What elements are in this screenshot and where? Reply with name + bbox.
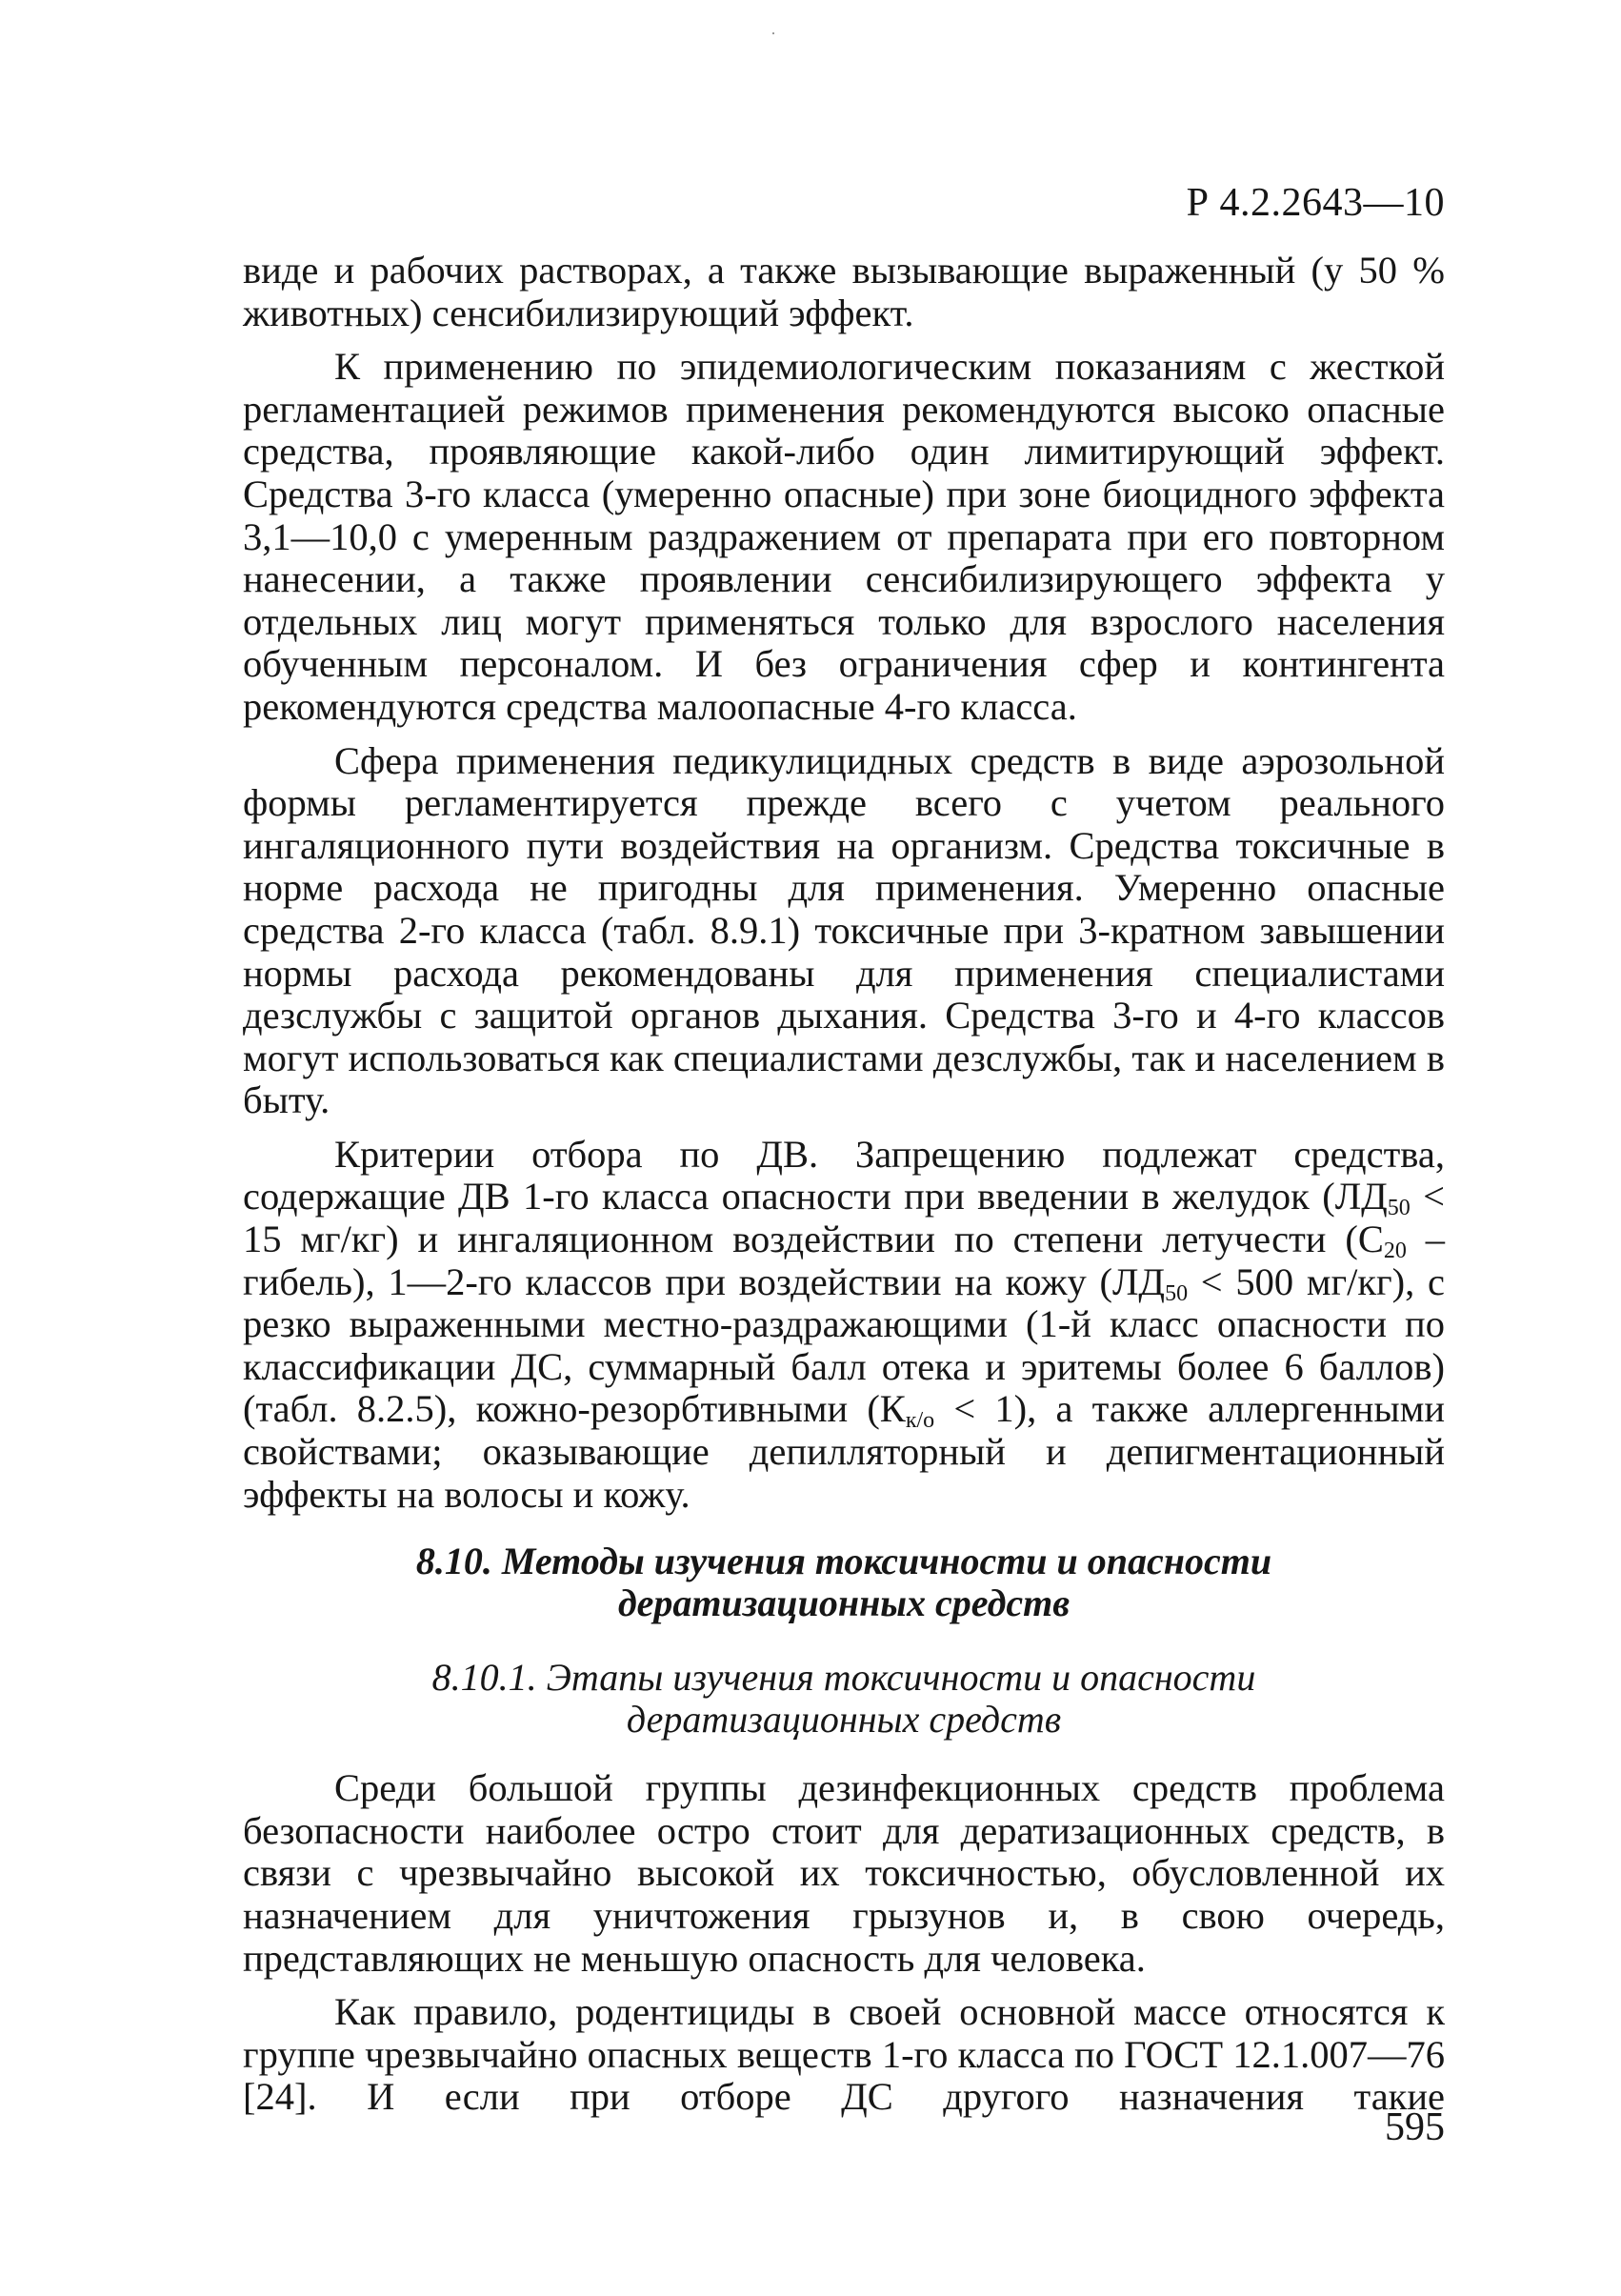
section-heading-8-10-line-2: дератизационных средств: [617, 1581, 1071, 1625]
subsection-heading-line-2: дератизационных средств: [626, 1698, 1062, 1742]
page-number: 595: [1385, 2105, 1445, 2149]
ld50-skin-subscript: 50: [1165, 1280, 1189, 1306]
paragraph-2: К применению по эпидемиологическим показаниям с жесткой регламентацией режимов применения рекомендуются высоко опасные средства, проявляющие какой-либо один лимитирующий эффект. Средства 3-го класса (умеренно опасные) при зоне биоцидного эффекта 3,1—10,0 с умеренным раздражением от препарата при его повторном нанесении, а также проявлении сенсибилизирующего эффекта у отдельных лиц могут применяться только для взрослого населения обученным персоналом. И без ограничения сфер и контингента рекомендуются средства малоопасные 4-го класса.: [243, 345, 1445, 728]
subsection-heading-8-10-1: [243, 1657, 1445, 1741]
paragraph-4: [243, 1134, 1445, 1516]
section-heading-8-10-line-1: 8.10. Методы изучения токсичности и опасности: [415, 1540, 1272, 1583]
paragraph-3: Сфера применения педикулицидных средств в виде аэрозольной формы регламентируется прежде всего с учетом реального ингаляционного пути воздействия на организм. Средства токсичные в норме расхода не пригодны для применения. Умеренно опасные средства 2-го класса (табл. 8.9.1) токсичные при 3-кратном завышении нормы расхода рекомендованы для применения специалистами дезслужбы с защитой органов дыхания. Средства 3-го и 4-го классов могут использоваться как специалистами дезслужбы, так и населением в быту.: [243, 738, 1445, 1122]
document-number: Р 4.2.2643—10: [1186, 181, 1445, 225]
c20-subscript: 20: [1383, 1239, 1407, 1264]
document-page: [243, 0, 1445, 2296]
paragraph-5: Среди большой группы дезинфекционных средств проблема безопасности наиболее остро стоит для дератизационных средств, в связи с чрезвычайно высокой их токсичностью, обусловленной их назначением для уничтожения грызунов и, в свою очередь, представляющих не меньшую опасность для человека.: [243, 1766, 1445, 1980]
paragraph-6: Как правило, родентициды в своей основной массе относятся к группе чрезвычайно опасных веществ 1-го класса по ГОСТ 12.1.007—76 [24]. И если при отборе ДС другого назначения такие: [243, 1990, 1445, 2119]
subsection-heading-line-1: 8.10.1. Этапы изучения токсичности и опасности: [431, 1656, 1256, 1700]
paragraph-4-part-e: < 1), а также аллергенными свойствами; оказывающие депилляторный и депигментационный эффекты на волосы и кожу.: [243, 1387, 1445, 1516]
paragraph-4-part-c: – гибель), 1—2-го классов при воздействии на кожу (ЛД: [243, 1218, 1445, 1303]
paragraph-1: виде и рабочих растворах, а также вызывающие выраженный (у 50 % животных) сенсибилизирующий эффект.: [243, 249, 1445, 334]
paragraph-4-part-b: < 15 мг/кг) и ингаляционном воздействии по степени летучести (С: [243, 1175, 1445, 1261]
paragraph-4-part-d: < 500 мг/кг), с резко выраженными местно-раздражающими (1-й класс опасности по классификации ДС, суммарный балл отека и эритемы более 6 баллов) (табл. 8.2.5), кожно-резорбтивными (К: [243, 1259, 1445, 1431]
kko-subscript: к/о: [905, 1408, 935, 1434]
paragraph-4-part-a: Критерии отбора по ДВ. Запрещению подлежат средства, содержащие ДВ 1-го класса опасности при введении в желудок (ЛД: [243, 1132, 1445, 1218]
section-heading-8-10: [243, 1541, 1445, 1624]
document-body: [243, 250, 1445, 2119]
ld50-subscript: 50: [1387, 1196, 1411, 1221]
